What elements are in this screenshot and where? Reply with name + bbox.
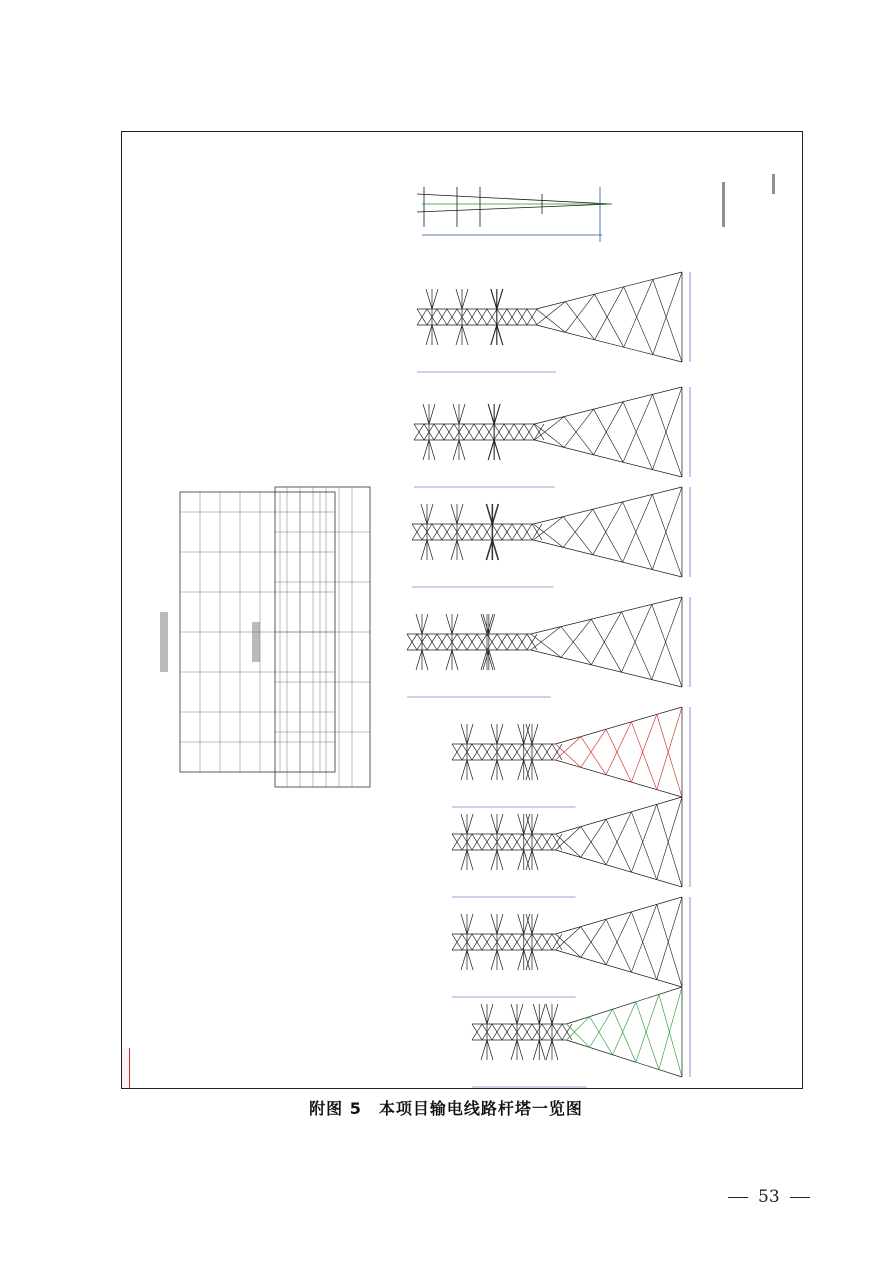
- dash-right: [790, 1197, 810, 1198]
- page-number: [728, 1187, 810, 1207]
- tower-1: [417, 187, 612, 242]
- dash-left: [728, 1197, 748, 1198]
- drawing-frame: [121, 131, 803, 1089]
- tower-4: [412, 487, 690, 587]
- tower-3: [414, 387, 690, 487]
- tower-2: [417, 272, 690, 372]
- tower-8: [452, 897, 690, 997]
- tower-5: [407, 597, 690, 697]
- tower-6: [452, 707, 690, 807]
- figure-caption: 附图 5 本项目输电线路杆塔一览图: [309, 1099, 583, 1118]
- tower-drawing-sheet: [122, 132, 804, 1090]
- tower-9: [472, 987, 690, 1087]
- tower-7: [452, 797, 690, 897]
- page-number-text: 53: [758, 1187, 780, 1207]
- title-block-text: [722, 174, 775, 227]
- tower-table: [160, 487, 370, 787]
